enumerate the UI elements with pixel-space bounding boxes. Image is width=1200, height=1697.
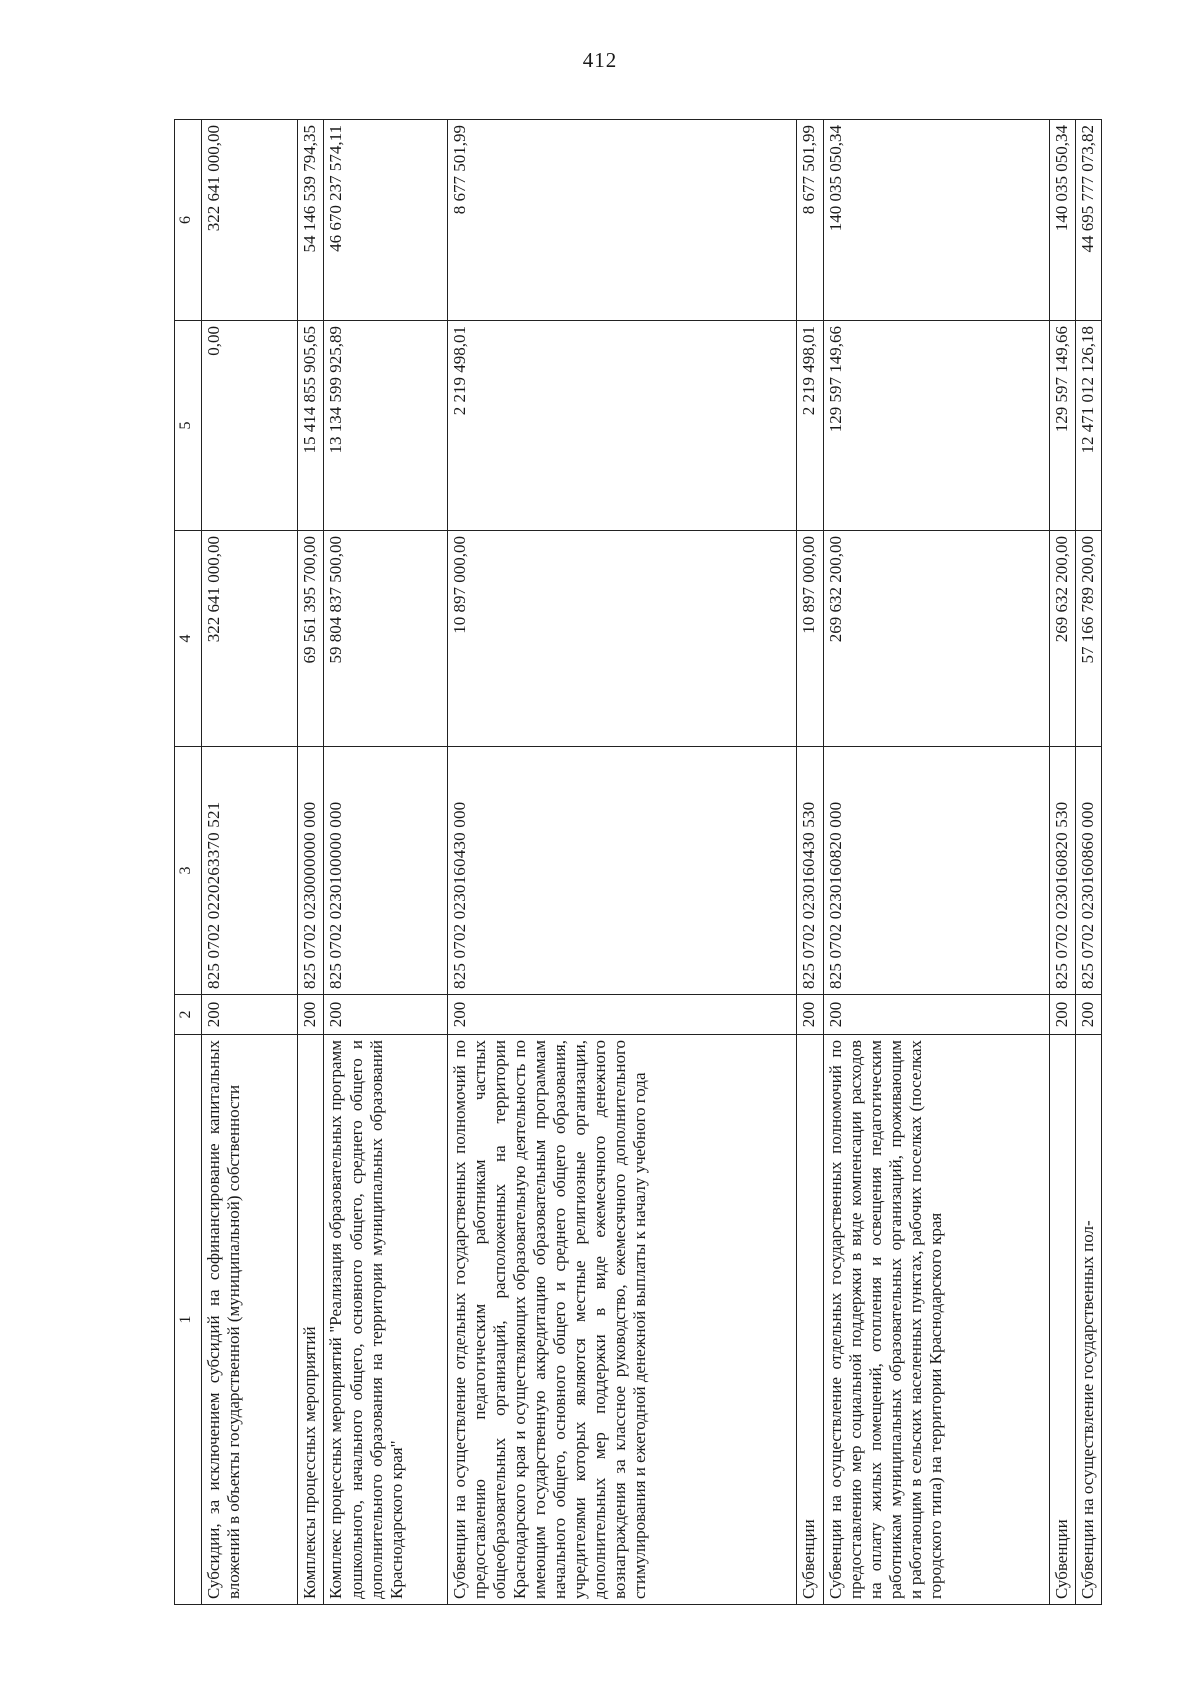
row-code: 825 0702 0230160820 000	[823, 747, 1049, 995]
header-col-1: 1	[175, 1035, 202, 1605]
table-row	[298, 120, 324, 1605]
row-value-6: 54 146 539 794,35	[298, 120, 324, 321]
row-col2: 200	[797, 995, 823, 1035]
header-col-2: 2	[175, 995, 202, 1035]
row-col2: 200	[324, 995, 447, 1035]
row-col2: 200	[298, 995, 324, 1035]
row-value-5: 2 219 498,01	[447, 321, 796, 531]
row-value-4: 57 166 789 200,00	[1075, 531, 1101, 747]
row-code: 825 0702 0220263370 521	[202, 747, 298, 995]
row-name: Субвенции	[1049, 1035, 1075, 1605]
row-code: 825 0702 0230160430 530	[797, 747, 823, 995]
table-row	[202, 120, 298, 1605]
row-col2: 200	[823, 995, 1049, 1035]
row-col2: 200	[1075, 995, 1101, 1035]
header-col-5: 5	[175, 321, 202, 531]
row-name: Комплекс процессных мероприятий "Реализация образовательных программ дошкольного, начального общего, основного общего, среднего общего и дополнительного образования на территории муниципальных образований Краснодарского края"	[324, 1035, 447, 1605]
rotated-table-container	[174, 120, 1102, 1605]
row-value-6: 140 035 050,34	[1049, 120, 1075, 321]
row-name: Субвенции на осуществление отдельных государственных полномочий по предоставлению мер социальной поддержки в виде компенсации расходов на оплату жилых помещений, отопления и освещения педагогическим работникам муниципальных образовательных организаций, проживающим и работающим в сельских населенных пунктах, рабочих поселках (поселках городского типа) на территории Краснодарского края	[823, 1035, 1049, 1605]
row-value-5: 0,00	[202, 321, 298, 531]
table-row	[1049, 120, 1075, 1605]
row-value-5: 13 134 599 925,89	[324, 321, 447, 531]
table-row	[797, 120, 823, 1605]
row-col2: 200	[1049, 995, 1075, 1035]
row-value-6: 140 035 050,34	[823, 120, 1049, 321]
header-col-3: 3	[175, 747, 202, 995]
row-value-4: 269 632 200,00	[823, 531, 1049, 747]
row-col2: 200	[202, 995, 298, 1035]
row-code: 825 0702 0230000000 000	[298, 747, 324, 995]
row-value-5: 15 414 855 905,65	[298, 321, 324, 531]
row-code: 825 0702 0230160430 000	[447, 747, 796, 995]
row-value-5: 12 471 012 126,18	[1075, 321, 1101, 531]
table-row	[324, 120, 447, 1605]
row-code: 825 0702 0230100000 000	[324, 747, 447, 995]
row-code: 825 0702 0230160860 000	[1075, 747, 1101, 995]
row-value-6: 8 677 501,99	[447, 120, 796, 321]
row-value-6: 44 695 777 073,82	[1075, 120, 1101, 321]
row-value-5: 129 597 149,66	[1049, 321, 1075, 531]
table-row	[447, 120, 796, 1605]
row-value-4: 10 897 000,00	[797, 531, 823, 747]
row-value-6: 46 670 237 574,11	[324, 120, 447, 321]
budget-table	[174, 119, 1102, 1605]
row-name: Субвенции на осуществление отдельных государственных полномочий по предоставлению педагогическим работникам частных общеобразовательных организаций, расположенных на территории Краснодарского края и осуществляющих образовательную деятельность по имеющим государственную аккредитацию образовательным программам начального общего, основного общего и среднего общего образования, учредителями которых являются местные религиозные организации, дополнительных мер поддержки в виде ежемесячного денежного вознаграждения за классное руководство, ежемесячного дополнительного стимулирования и ежегодной денежной выплаты к началу учебного года	[447, 1035, 796, 1605]
row-name: Субсидии, за исключением субсидий на софинансирование капитальных вложений в объекты государственной (муниципальной) собственности	[202, 1035, 298, 1605]
row-value-4: 69 561 395 700,00	[298, 531, 324, 747]
row-col2: 200	[447, 995, 796, 1035]
header-row	[175, 120, 202, 1605]
row-name: Комплексы процессных мероприятий	[298, 1035, 324, 1605]
row-value-4: 322 641 000,00	[202, 531, 298, 747]
row-name: Субвенции	[797, 1035, 823, 1605]
page-number: 412	[582, 48, 618, 72]
row-value-4: 59 804 837 500,00	[324, 531, 447, 747]
row-value-6: 322 641 000,00	[202, 120, 298, 321]
row-value-6: 8 677 501,99	[797, 120, 823, 321]
row-value-4: 10 897 000,00	[447, 531, 796, 747]
row-name: Субвенции на осуществление государственных пол-	[1075, 1035, 1101, 1605]
row-value-4: 269 632 200,00	[1049, 531, 1075, 747]
header-col-6: 6	[175, 120, 202, 321]
row-code: 825 0702 0230160820 530	[1049, 747, 1075, 995]
table-row	[823, 120, 1049, 1605]
table-row	[1075, 120, 1101, 1605]
row-value-5: 129 597 149,66	[823, 321, 1049, 531]
row-value-5: 2 219 498,01	[797, 321, 823, 531]
header-col-4: 4	[175, 531, 202, 747]
